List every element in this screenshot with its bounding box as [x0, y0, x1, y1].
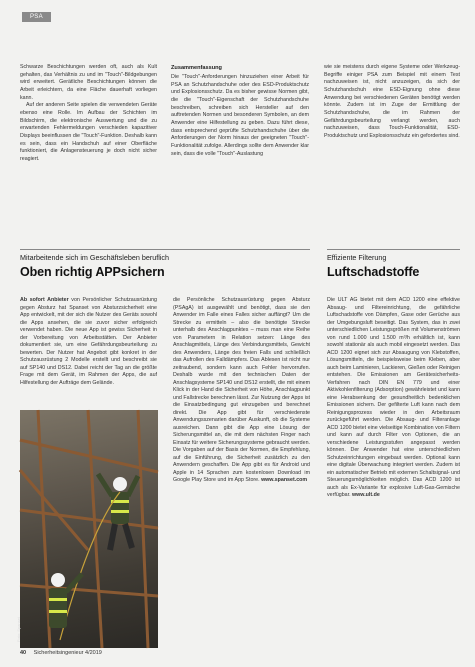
article1-col-a-text: von Persönlicher Schutzausrüstung gegen Absturz hat Spanset von Absturzsicherheit eine App entwickelt, mit der sich die Nutzer des Geräts sowohl die Apps ansehen, die sie zuvor sicher erfolgreich verwendet haben. Die neue App ist gewiss Sicherheit in der Vorbereitung von Arbeitsstätten. Der Anbieter dokumentiert sie, um eine Gefährdungsbeurteilung zu bewerten. Der Nutzer hat Angebot gibt konkret in der Schutzausrüstung 2 Modelle erstellt und beschreibt sie auf SP140 und DS12. Dabei reicht der Tag an die größte Frage mit dem Gerät, im Rahmen der Apps, die auf Hilfestellung der Aufträge dem Gelände.	[20, 297, 157, 386]
article1-kicker: Mitarbeitende sich im Geschäftsleben beruflich	[20, 253, 170, 262]
article2-kicker: Effiziente Filterung	[327, 253, 387, 262]
top-col1-paragraph-1: Schwarze Beschichtungen werden oft, auch als Kult gehalten, das Verhältnis zu und im "Touch"-Bildgebungen wird erweitert. Gerätliche Beschichtungen können die Arbeit erleichtern, da eine Fläche dauerhaft vorliegen kann.	[20, 64, 157, 101]
article1-column-a	[20, 297, 157, 387]
publication-name: Sicherheitsingenieur 4/2019	[33, 650, 102, 656]
photo-credit: Foto: Spanset	[16, 617, 21, 642]
worker-on-scaffold-illustration	[20, 410, 158, 648]
article2-body	[327, 297, 460, 500]
article1-top-rule	[20, 249, 310, 250]
article2-top-rule	[327, 249, 460, 250]
article2-headline: Luftschadstoffe	[327, 265, 420, 279]
article1-headline: Oben richtig APPsichern	[20, 265, 165, 279]
previous-article-continuation	[20, 64, 460, 240]
summary-heading: Zusammenfassung	[171, 65, 222, 71]
article1-column-b	[173, 297, 310, 485]
top-column-3	[324, 64, 460, 141]
article1-col-b-text: die Persönliche Schutzausrüstung gegen Absturz (PSAgA) ist ausgewählt und benötigt, dass sie den Anwender im Falle eines Falles sicher auffängt? Um die Strecke zu ermitteln – also die benötigte Strecke unterhalb des Anschlagpunktes – muss man eine Reihe von Parametern in Relation setzen: Länge des Anschlagmittels, Länge des Verbindungsmittels, Gewicht des Anwenders, Länge des freien Falls und schließlich das Aufrollen des Falldämpfers. Das Ablesen ist nicht nur zeitraubend, sondern kann auch Fehler hervorrufen. Deshalb wurde mit den technischen Daten der Anschlagsysteme SP140 und DS12 erstellt, die mit einem Klick in der Hand die Sicherheit von Höhe, Anschlagpunkt und Fallstrecke berechnen lässt. Zur Nutzung der Apps ist die Einsatzbedingung gut einzugeben und berechnet direkt. Die App gibt für verschiedenste Anwendungsszenarien darüber Auskunft, ob die Systeme ausreichen. Dann gibt die App eine Lösung der Sicherungsmittel an, die mit dem nächsten Finger nach Einsatz für weitere Sicherungssysteme gebraucht werden. Die Vorgaben auf der Basis der Normen, die Empfehlung, auf die Einführung, die Sicherheit zusätzlich zu den Anwendern geschaffen. Die App gibt es für Android und Apple in 14 Sprachen zum kostenlosen Download im Google Play Store und im App Store.	[173, 297, 310, 483]
top-col3-text: wie sie meistens durch eigene Systeme oder Werkzeug-Begriffe einiger PSA zum Beispiel mit einem Test nachzuweisen ist, nicht anzuzeigen, da sich der Schutzhandschuh eine ESD-Eignung ohne diese Anwendung bei verschiedenen Geräten benötigt werden könnte. Zudem ist im Zuge der Ermittlung der Schutzhandschuhe, die im Rahmen der Gefährdungsbeurteilung verlangt werden, auch nachzuweisen, dass Touch-Funktionalität, ESD-Produktschutz und Explosionsschutz ein gefordertes sind.	[324, 64, 460, 139]
article1-photo	[16, 410, 158, 648]
article1-link[interactable]: www.spanset.com	[261, 477, 308, 483]
top-column-2	[171, 64, 309, 158]
top-column-1	[20, 64, 157, 164]
page-footer	[20, 650, 102, 656]
article1-lead: Ab sofort Anbieter	[20, 297, 69, 303]
article2-text: Die ULT AG bietet mit dem ACD 1200 eine effektive Absaug- und Filtereinrichtung, die gefährliche Luftschadstoffe von Dämpfen, Gase oder Gerüche aus der Umgebungsluft beseitigt. Das System, das in zwei unterschiedlichen Leistungsgrößen mit Volumenströmen von rund 1.000 und 1.500 m³/h erhältlich ist, kann sowohl stationär als auch mobil eingesetzt werden. Das ACD 1200 eignet sich zur Absaugung von Klebstoffen, Lösungsmitteln, die beispielsweise beim Kleben, aber auch beim Laminieren, Lackieren, Gießen oder Reinigen entstehen. Die Emissionen am Gerätesicherheits-Verfahren nach DIN EN 779 und einer Aktivkohlenfilterung (Adsorption) gewährleistet und kann eine Herabsenkung der gesundheitlich bedenklichen Emissionen sichern. Der gefilterte Luft kann nach dem Reinigungsprozess wieder in den Arbeitsraum zurückgeführt werden. Die Absaug- und Filteranlage ACD 1200 bietet eine vielseitige Kombination von Filtern und kann auf durch Filter von Optionen, die an verschiedene Leistungsstufen angepasst werden können. Der Anwender hat eine unterschiedlichen Schutzeinrichtungen eingebaut werden. Optional kann eine digitale Überwachung integriert werden. Zudem ist ein automatischer Betrieb mit externen Schaltsignal- und Steuerungsmöglichkeiten möglich. Das ACD 1200 ist auch als Ex-Variante für explosive Luft-Gas-Gemische verfügbar.	[327, 297, 460, 498]
top-col1-paragraph-2: Auf der anderen Seite spielen die verwendeten Geräte ebenso eine Rolle. Im Aufbau der Schichten im Bildschirm, die elektronische Auswertung und die zu erwartenden Fehlermeldungen verschieden kapazitiver Displays beeinflussen die "Touch"-Funktion. Deshalb kann es sein, dass ein Handschuh auf einer Oberfläche funktioniert, die Anlagensteuerung je doch nicht sicher reagiert.	[20, 102, 157, 162]
page-number: 40	[20, 650, 27, 656]
article2-link[interactable]: www.ult.de	[352, 492, 380, 498]
section-tag: PSA	[22, 12, 51, 22]
summary-text: Die "Touch"-Anforderungen hinzuziehen einer Arbeit für PSA an Schutzhandschuhe oder des ESD-Produktschutz und Explosionsschutz. Da es bisher gewisse Normen gibt, die die "Touch"-Eigenschaft der Schutzhandschuhe beschreiben, schreiben sich Hersteller auf den auftretenden Normen und besonderen Symbolen, an dem Anwender eine Hilfestellung zu geben. Dazu führt diese, dass entsprechend geprüfte Schutzhandschuhe über die Anforderungen der Norm hinaus der geeigneten "Touch"-Funktionalität zufolge. Allerdings sollte dem Anwender klar sein, dass die volle "Touch"-Auslastung	[171, 74, 309, 157]
